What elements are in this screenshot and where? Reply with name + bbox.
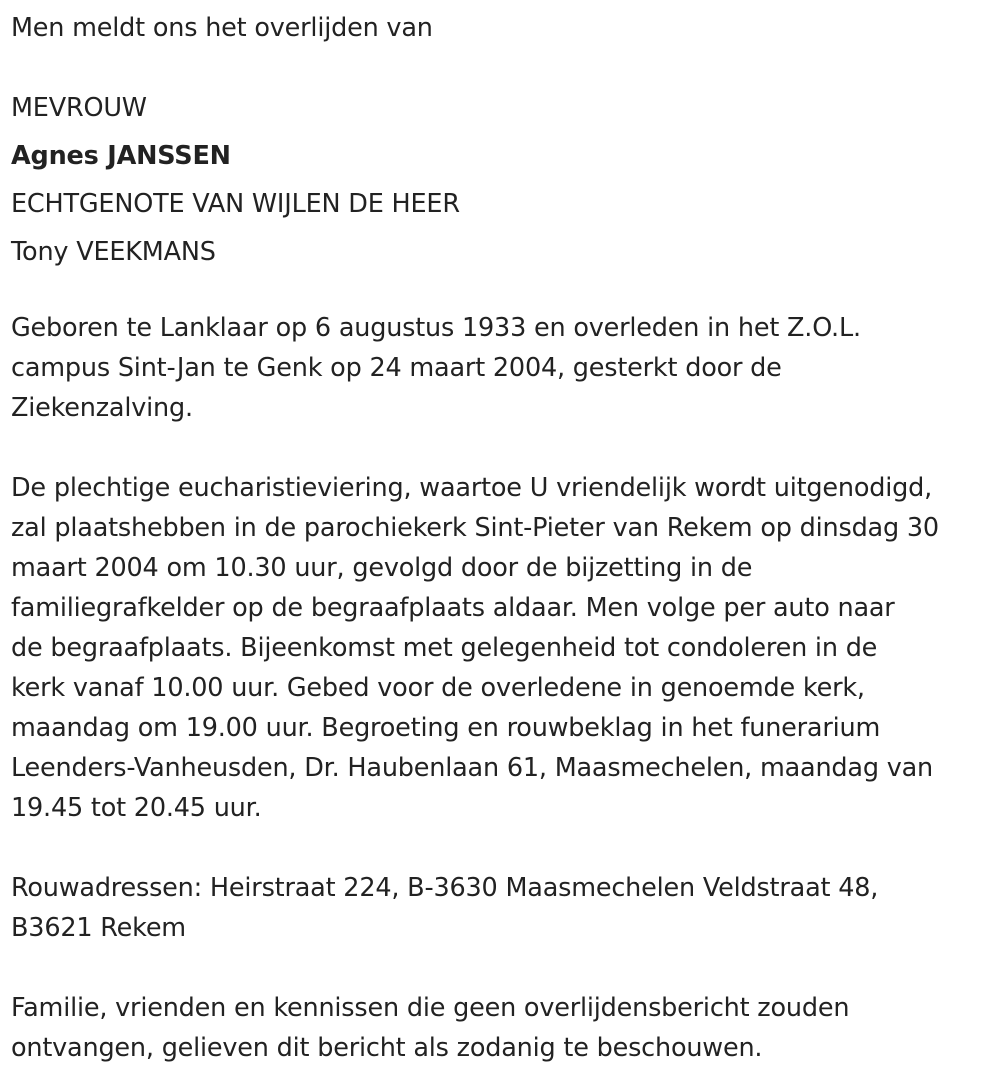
paragraph-line: de begraafplaats. Bijeenkomst met gelegenheid tot condoleren in de: [11, 633, 878, 663]
paragraph-line: Leenders-Vanheusden, Dr. Haubenlaan 61, Maasmechelen, maandag van: [11, 753, 934, 783]
paragraph-line: Familie, vrienden en kennissen die geen overlijdensbericht zouden: [11, 993, 850, 1023]
title-prefix: MEVROUW: [11, 93, 147, 123]
paragraph-line: kerk vanaf 10.00 uur. Gebed voor de overledene in genoemde kerk,: [11, 673, 865, 703]
paragraph-line: familiegrafkelder op de begraafplaats aldaar. Men volge per auto naar: [11, 593, 895, 623]
relation-text: ECHTGENOTE VAN WIJLEN DE HEER: [11, 189, 460, 219]
intro-text: Men meldt ons het overlijden van: [11, 13, 433, 43]
spacer: [11, 52, 996, 84]
deceased-name: Agnes JANSSEN: [11, 141, 231, 171]
spouse-name: Tony VEEKMANS: [11, 237, 216, 267]
spacer: [11, 828, 996, 868]
paragraph-line: De plechtige eucharistieviering, waartoe U vriendelijk wordt uitgenodigd,: [11, 473, 932, 503]
spacer: [11, 276, 996, 308]
paragraph-line: 19.45 tot 20.45 uur.: [11, 793, 262, 823]
paragraph-line: campus Sint-Jan te Genk op 24 maart 2004, gesterkt door de: [11, 353, 782, 383]
spacer: [11, 428, 996, 468]
paragraph-line: maart 2004 om 10.30 uur, gevolgd door de bijzetting in de: [11, 553, 753, 583]
address-paragraph: [11, 868, 996, 948]
paragraph-line: Rouwadressen: Heirstraat 224, B-3630 Maasmechelen Veldstraat 48,: [11, 873, 879, 903]
paragraph-line: zal plaatshebben in de parochiekerk Sint-Pieter van Rekem op dinsdag 30: [11, 513, 939, 543]
ceremony-paragraph: [11, 468, 996, 828]
paragraph-line: Ziekenzalving.: [11, 393, 193, 423]
birth-death-paragraph: [11, 308, 996, 428]
closing-paragraph: [11, 988, 996, 1068]
paragraph-line: Geboren te Lanklaar op 6 augustus 1933 en overleden in het Z.O.L.: [11, 313, 861, 343]
death-notice: [11, 4, 996, 1068]
paragraph-line: maandag om 19.00 uur. Begroeting en rouwbeklag in het funerarium: [11, 713, 881, 743]
paragraph-line: B3621 Rekem: [11, 913, 186, 943]
spacer: [11, 948, 996, 988]
paragraph-line: ontvangen, gelieven dit bericht als zodanig te beschouwen.: [11, 1033, 763, 1063]
